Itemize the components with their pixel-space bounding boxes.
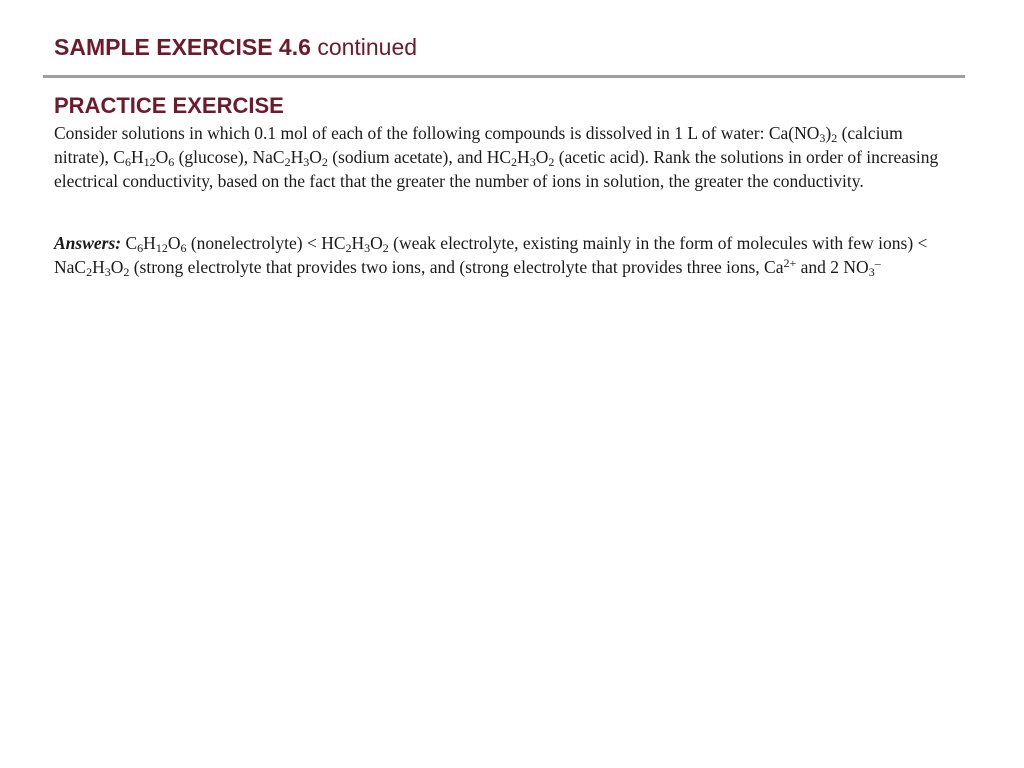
question-text: O <box>309 147 322 167</box>
answers-label: Answers: <box>54 233 122 253</box>
answer-text: (strong electrolyte that provides two ions, and (strong electrolyte that provides three ions, Ca <box>129 257 784 277</box>
title-divider <box>43 75 965 78</box>
subscript: 3 <box>529 155 536 169</box>
subscript: 2 <box>86 265 93 279</box>
superscript: – <box>874 256 881 270</box>
question-text: H <box>517 147 530 167</box>
answer-text: (nonelectrolyte) < HC <box>186 233 346 253</box>
subscript: 2 <box>321 155 328 169</box>
question-paragraph <box>54 121 954 193</box>
subscript: 2 <box>382 241 389 255</box>
question-text: ) <box>825 123 832 143</box>
subscript: 6 <box>137 241 144 255</box>
subscript: 12 <box>143 155 156 169</box>
subscript: 3 <box>104 265 111 279</box>
answer-text: (weak electrolyte, existing mainly in the form of molecules with few ions) < NaC <box>54 233 928 277</box>
subscript: 2 <box>345 241 352 255</box>
subscript: 3 <box>364 241 371 255</box>
question-text: (sodium acetate), and HC <box>327 147 512 167</box>
answer-paragraph <box>54 231 954 279</box>
subscript: 6 <box>168 155 175 169</box>
superscript: 2+ <box>783 256 797 270</box>
question-text: O <box>535 147 549 167</box>
subscript: 12 <box>155 241 168 255</box>
section-heading: PRACTICE EXERCISE <box>54 93 284 118</box>
answer-text: H <box>143 233 156 253</box>
subscript: 3 <box>819 131 826 145</box>
question-text: H <box>290 147 304 167</box>
slide-title <box>54 33 417 61</box>
subscript: 2 <box>831 131 838 145</box>
subscript: 3 <box>303 155 310 169</box>
question-text: O <box>155 147 169 167</box>
answer-text: H <box>351 233 365 253</box>
subscript: 6 <box>180 241 187 255</box>
answer-text: O <box>370 233 383 253</box>
answer-text: C <box>121 233 138 253</box>
subscript: 3 <box>868 265 875 279</box>
subscript: 2 <box>123 265 130 279</box>
question-text: (calcium nitrate), C <box>54 123 903 167</box>
answer-text: H <box>92 257 105 277</box>
question-text: (acetic acid). Rank the solutions in order of increasing electrical conductivity, based on the fact that the greater the number of ions in solution, the greater the conductivity. <box>54 147 939 191</box>
subscript: 2 <box>284 155 291 169</box>
question-text: (glucose), NaC <box>174 147 285 167</box>
slide-title-bold: SAMPLE EXERCISE 4.6 <box>54 34 311 60</box>
question-text: H <box>130 147 144 167</box>
slide-title-continued: continued <box>317 34 418 60</box>
subscript: 2 <box>548 155 555 169</box>
answer-text: O <box>167 233 181 253</box>
subscript: 6 <box>124 155 131 169</box>
answer-text: O <box>110 257 124 277</box>
answer-text: and 2 NO <box>796 257 869 277</box>
question-text: Consider solutions in which 0.1 mol of each of the following compounds is dissolved in 1 L of water: Ca(NO <box>54 123 820 143</box>
subscript: 2 <box>511 155 518 169</box>
